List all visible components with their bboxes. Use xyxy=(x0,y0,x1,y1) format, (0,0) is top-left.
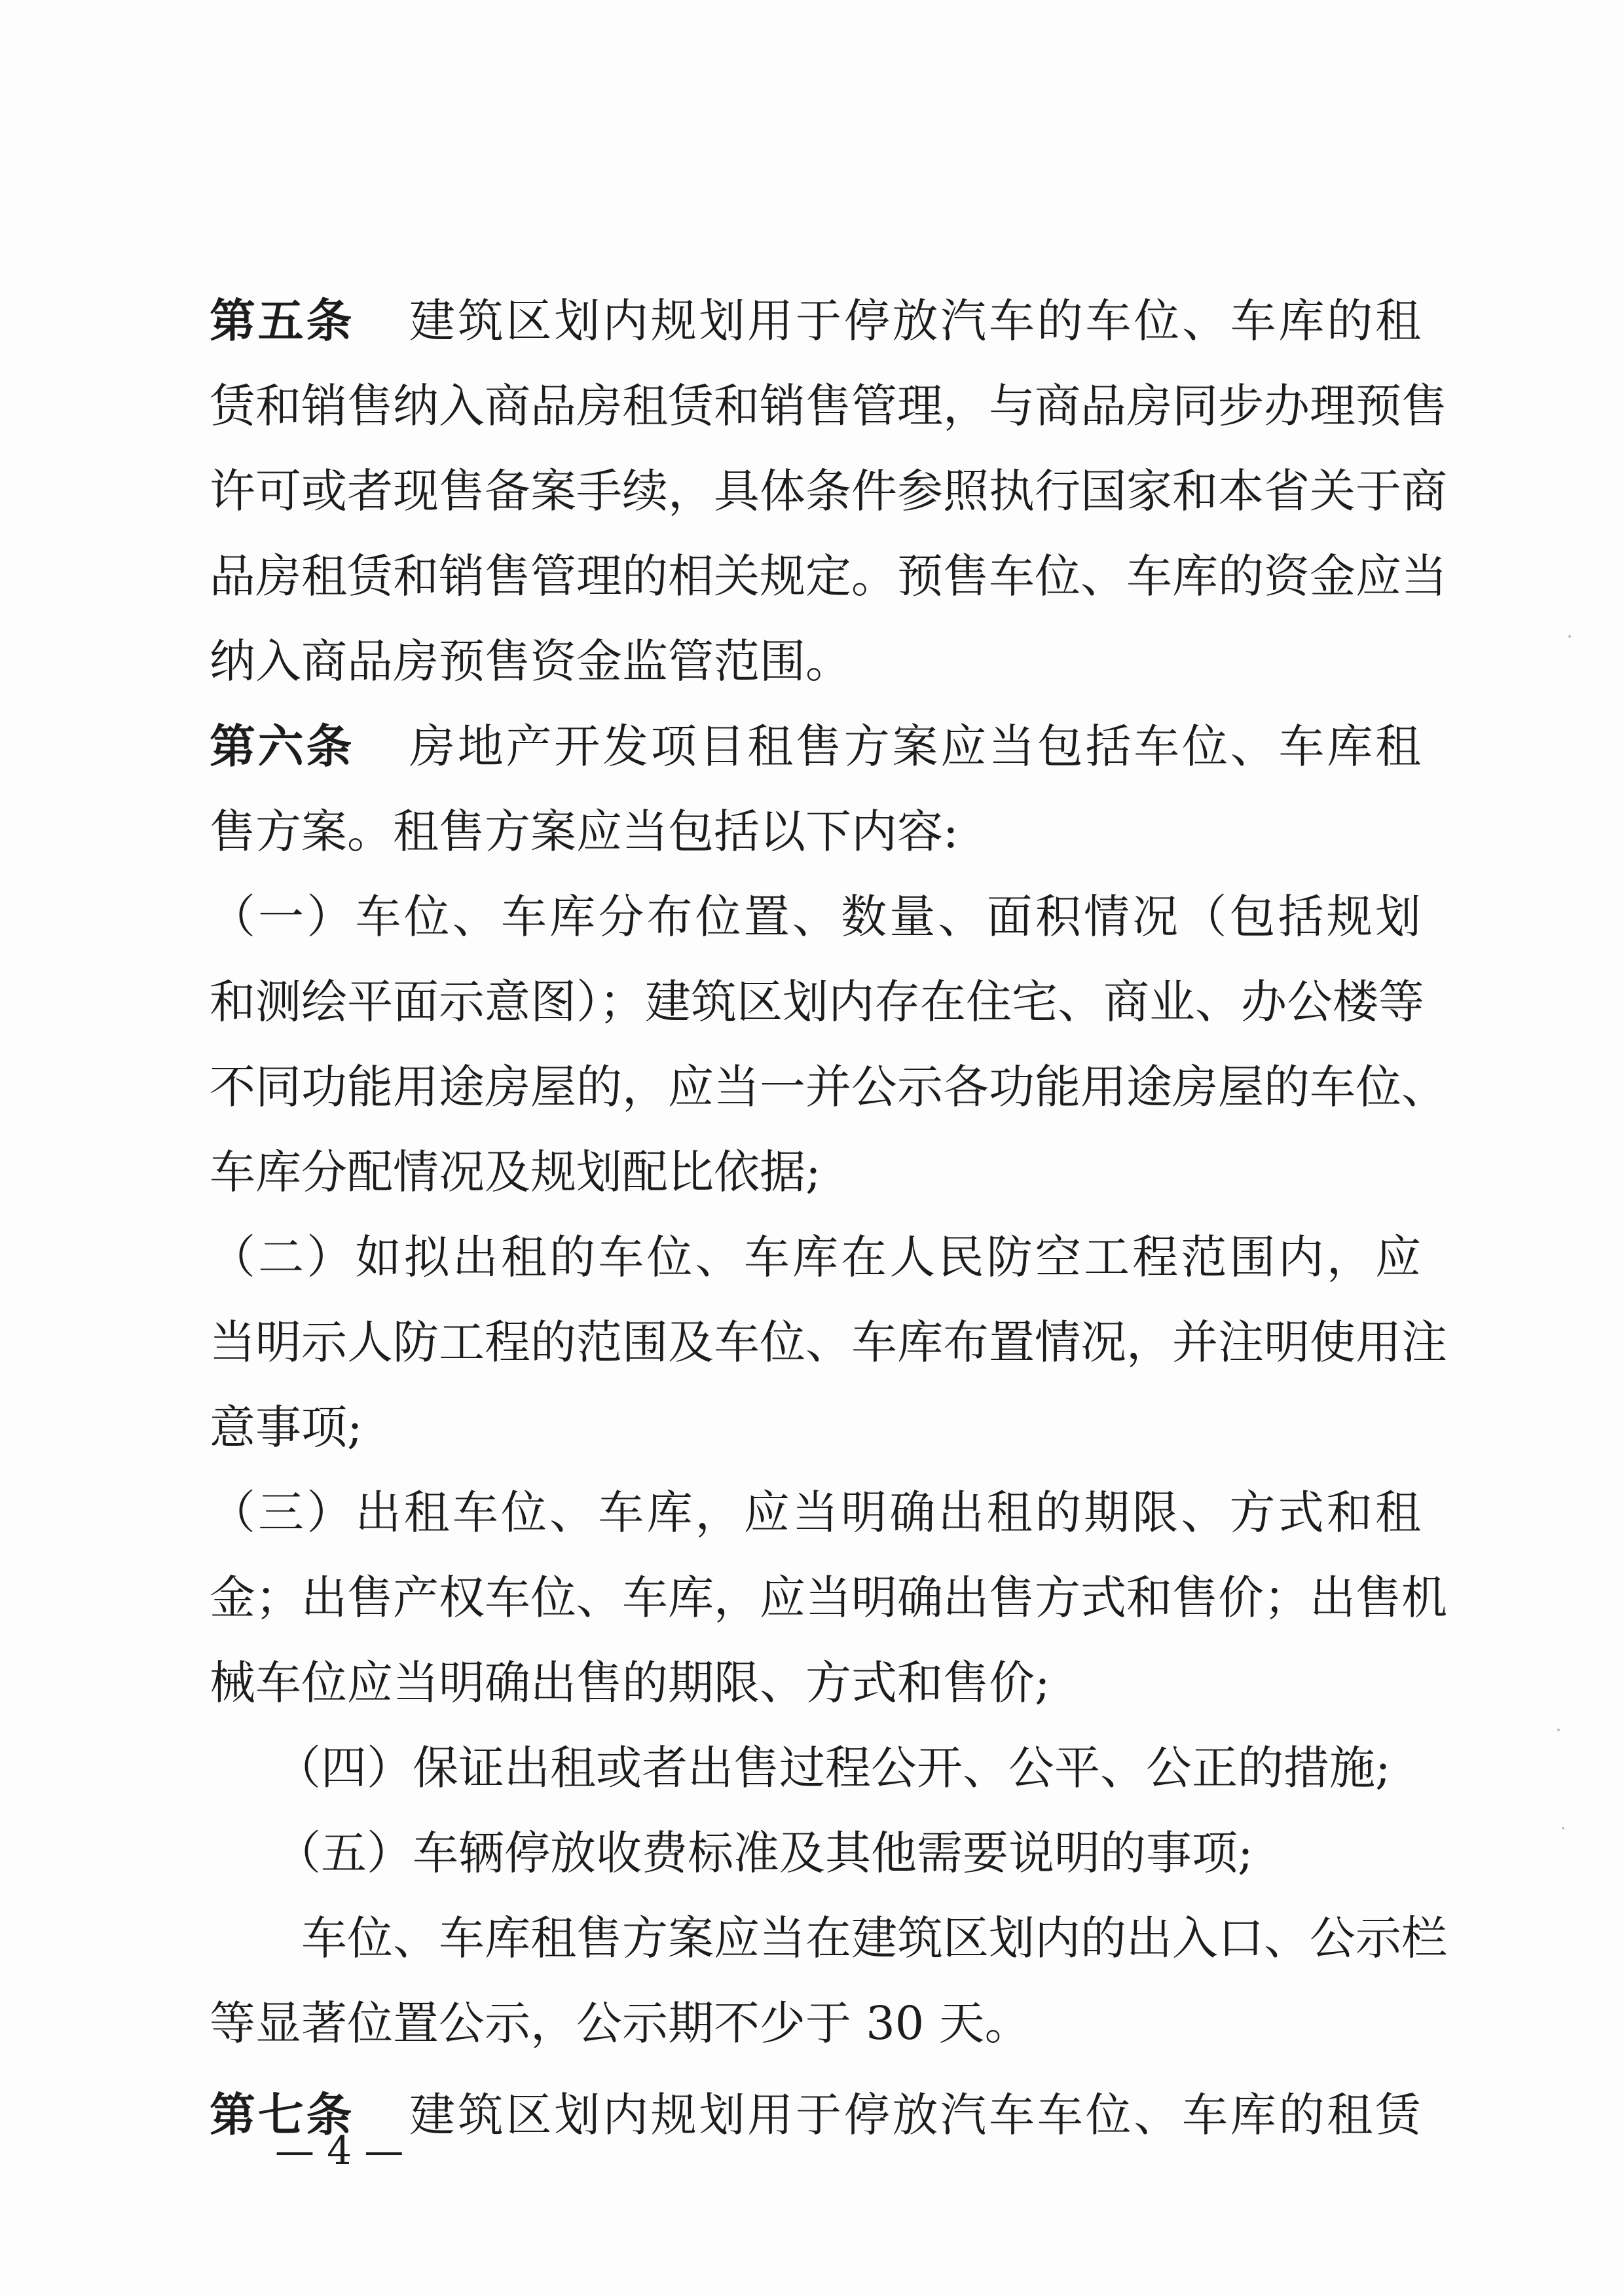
scan-speck xyxy=(1557,1729,1560,1731)
article-5-line-1 xyxy=(210,288,1421,354)
closing-line-2: 等显著位置公示，公示期不少于 30 天。 xyxy=(210,1996,1031,2050)
article-5-line-2: 赁和销售纳入商品房租赁和销售管理，与商品房同步办理预售 xyxy=(210,379,1447,433)
item-1-line-4: 车库分配情况及规划配比依据; xyxy=(210,1145,821,1199)
page-number: — 4 — xyxy=(275,2128,404,2174)
item-1-line-1: （一）车位、车库分布位置、数量、面积情况（包括规划 xyxy=(210,890,1421,944)
article-6-line-2: 售方案。租售方案应当包括以下内容: xyxy=(210,805,959,858)
scan-speck xyxy=(1568,635,1571,638)
article-6-line-1 xyxy=(210,714,1421,779)
article-5-line-3: 许可或者现售备案手续，具体条件参照执行国家和本省关于商 xyxy=(210,464,1447,518)
item-3-line-2: 金；出售产权车位、车库，应当明确出售方式和售价；出售机 xyxy=(210,1571,1447,1625)
article-5-line-5: 纳入商品房预售资金监管范围。 xyxy=(210,634,851,688)
article-7-text-1: 建筑区划内规划用于停放汽车车位、车库的租赁 xyxy=(407,2088,1421,2142)
item-5-line-1: （五）车辆停放收费标准及其他需要说明的事项; xyxy=(275,1826,1253,1880)
item-1-line-3: 不同功能用途房屋的，应当一并公示各功能用途房屋的车位、 xyxy=(210,1060,1447,1114)
article-6-text-1: 房地产开发项目租售方案应当包括车位、车库租 xyxy=(407,720,1421,773)
item-2-line-3: 意事项; xyxy=(210,1401,363,1454)
article-5-text-1: 建筑区划内规划用于停放汽车的车位、车库的租 xyxy=(407,294,1421,348)
item-4-line-1: （四）保证出租或者出售过程公开、公平、公正的措施; xyxy=(275,1741,1391,1795)
article-6-label: 第六条 xyxy=(210,720,355,773)
item-2-line-1: （二）如拟出租的车位、车库在人民防空工程范围内，应 xyxy=(210,1230,1421,1284)
item-2-line-2: 当明示人防工程的范围及车位、车库布置情况，并注明使用注 xyxy=(210,1315,1447,1369)
item-3-line-3: 械车位应当明确出售的期限、方式和售价; xyxy=(210,1656,1050,1710)
item-3-line-1: （三）出租车位、车库，应当明确出租的期限、方式和租 xyxy=(210,1486,1421,1539)
scan-speck xyxy=(1562,1827,1564,1829)
article-7-label: 第七条 xyxy=(210,2088,355,2142)
article-5-line-4: 品房租赁和销售管理的相关规定。预售车位、车库的资金应当 xyxy=(210,549,1447,603)
closing-line-1: 车位、车库租售方案应当在建筑区划内的出入口、公示栏 xyxy=(301,1911,1447,1965)
article-5-label: 第五条 xyxy=(210,294,355,348)
item-1-line-2: 和测绘平面示意图）；建筑区划内存在住宅、商业、办公楼等 xyxy=(210,975,1424,1029)
